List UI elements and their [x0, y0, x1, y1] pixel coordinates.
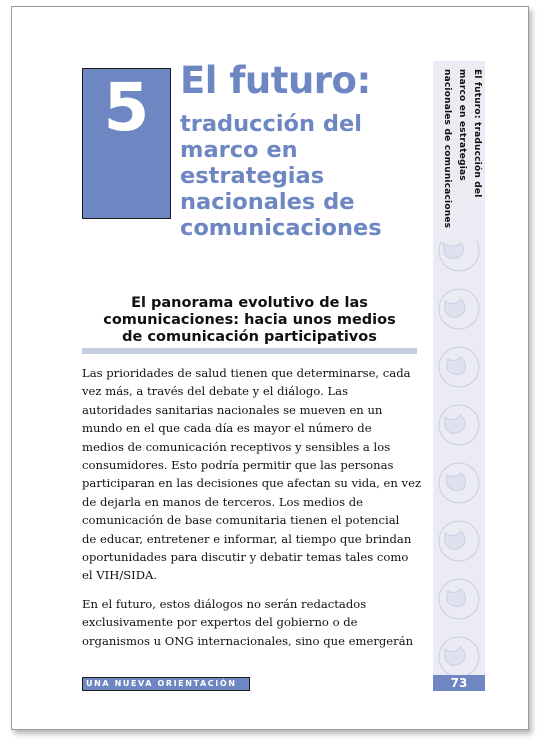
body-paragraph: Las prioridades de salud tienen que determinarse, cada vez más, a través del debate y el diálogo. Las autoridades sanitarias nacionales se mueven en un mundo en el que cada día es mayor el número de medios de comunicación receptivos y sensibles a los consumidores. Esto podría permitir que las personas participaran en las decisiones que afectan su vida, en vez de dejarla en manos de terceros. Los medios de comunicación de base comunitaria tienen el potencial de educar, entretener e informar, al tiempo que brindan oportunidades para discutir y debatir temas tales como el VIH/SIDA. [82, 366, 422, 583]
globe-icon [439, 241, 479, 271]
chapter-title: El futuro: [180, 59, 371, 102]
globe-icon [439, 463, 479, 503]
page [11, 6, 529, 730]
chapter-number: 5 [103, 69, 150, 146]
body-paragraph: En el futuro, estos diálogos no serán redactados exclusivamente por expertos del gobierno o de organismos u ONG internacionales, sino que emergerán [82, 596, 414, 648]
globe-icon [439, 637, 479, 677]
globe-icon [439, 521, 479, 561]
running-head: El futuro: traducción del marco en estrategias nacionales de comunicaciones [442, 69, 482, 229]
globe-icon [439, 289, 479, 329]
chapter-subtitle: traducción del marco en estrategias nacionales de comunicaciones [180, 111, 382, 241]
heading-rule [82, 348, 417, 354]
sidebar [433, 61, 485, 691]
globe-icon [439, 405, 479, 445]
page-number: 73 [433, 675, 485, 691]
globe-icon [439, 579, 479, 619]
globe-icon [439, 347, 479, 387]
footer-label: UNA NUEVA ORIENTACIÓN [82, 677, 250, 691]
chapter-number-box [82, 68, 171, 219]
globe-decoration [433, 241, 485, 681]
body-text [82, 364, 427, 660]
section-heading: El panorama evolutivo de las comunicaciones: hacia unos medios de comunicación participativos [103, 295, 396, 345]
